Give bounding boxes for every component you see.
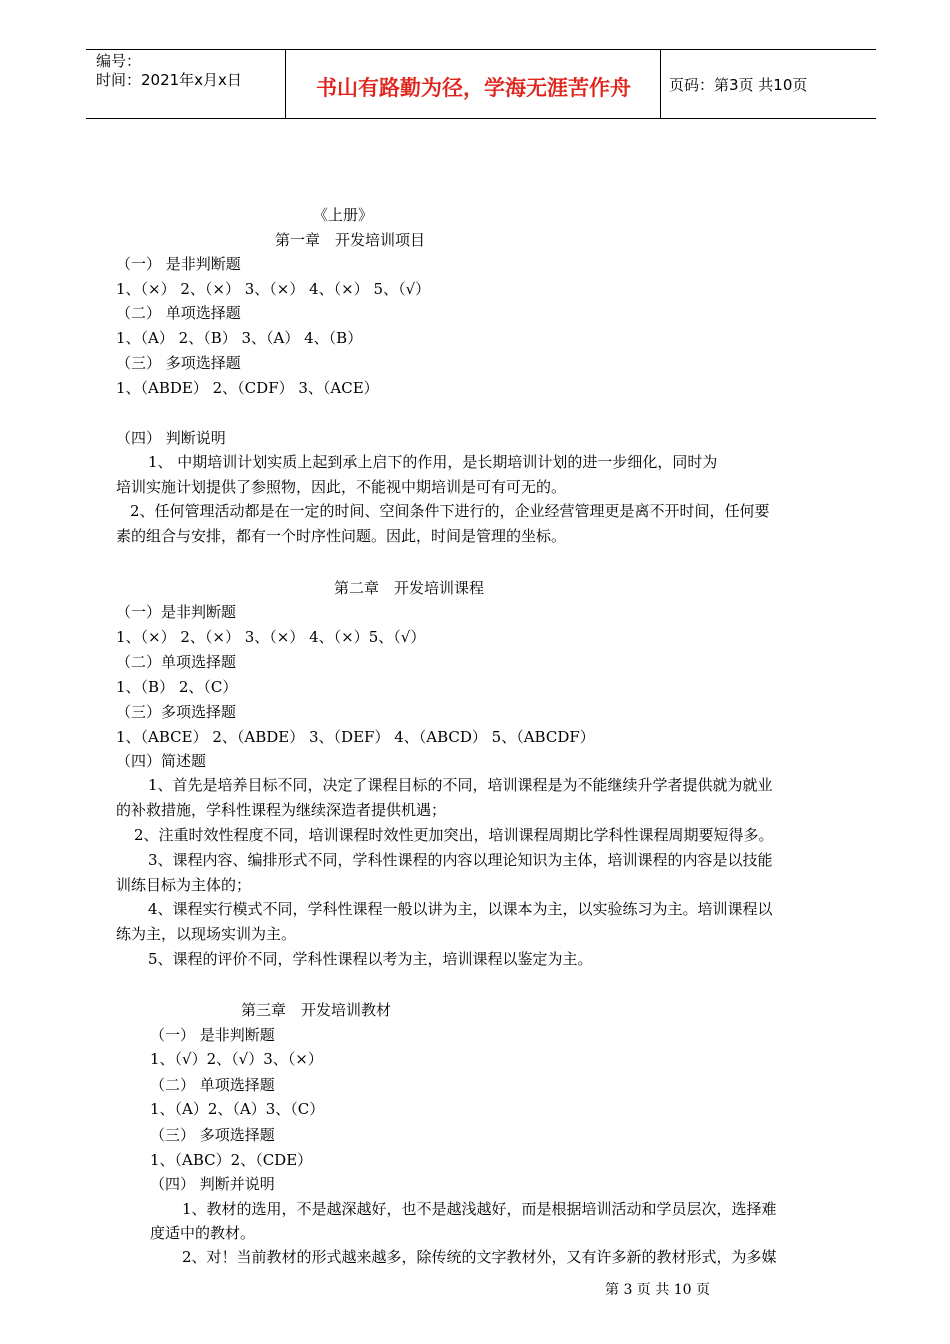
chapter-2-title: 第二章 开发培训课程 [334, 579, 485, 597]
paragraph-line: 4、课程实行模式不同，学科性课程一般以讲为主，以课本为主，以实验练习为主。培训课程以 [148, 900, 773, 918]
section-heading: （一） 是非判断题 [116, 255, 241, 273]
header-left [96, 52, 242, 90]
header-divider [285, 50, 286, 118]
section-heading: （四） 判断说明 [116, 429, 226, 447]
paragraph-line: 的补救措施，学科性课程为继续深造者提供机遇； [116, 801, 447, 819]
answer-line: 1、（×） 2、（×） 3、（×） 4、（×）5、（√） [116, 628, 426, 646]
paragraph-line: 1、 中期培训计划实质上起到承上启下的作用，是长期培训计划的进一步细化，同时为 [148, 453, 718, 471]
section-heading: （二） 单项选择题 [150, 1076, 275, 1094]
answer-line: 1、（ABC）2、（CDE） [150, 1151, 313, 1169]
chapter-3-title: 第三章 开发培训教材 [241, 1001, 392, 1019]
chapter-1-title: 第一章 开发培训项目 [275, 231, 426, 249]
answer-line: 1、（ABDE） 2、（CDF） 3、（ACE） [116, 379, 379, 397]
paragraph-line: 5、课程的评价不同，学科性课程以考为主，培训课程以鉴定为主。 [148, 950, 593, 968]
answer-line: 1、（A）2、（A）3、（C） [150, 1100, 325, 1118]
section-heading: （二） 单项选择题 [116, 304, 241, 322]
paragraph-line: 2、任何管理活动都是在一定的时间、空间条件下进行的，企业经营管理更是离不开时间，任何要 [130, 502, 770, 520]
section-heading: （四） 判断并说明 [150, 1175, 275, 1193]
paragraph-line: 培训实施计划提供了参照物，因此，不能视中期培训是可有可无的。 [116, 478, 567, 496]
section-heading: （三） 多项选择题 [150, 1126, 275, 1144]
section-heading: （一）是非判断题 [116, 603, 237, 621]
time-label: 时间：2021年x月x日 [96, 71, 242, 89]
page-number-label: 页码：第3页 共10页 [669, 76, 808, 94]
paragraph-line: 度适中的教材。 [150, 1224, 256, 1242]
section-heading: （三）多项选择题 [116, 703, 237, 721]
number-label: 编号： [96, 52, 142, 70]
answer-line: 1、（×） 2、（×） 3、（×） 4、（×） 5、（√） [116, 280, 431, 298]
paragraph-line: 2、注重时效性程度不同，培训课程时效性更加突出，培训课程周期比学科性课程周期要短得多。 [134, 826, 774, 844]
paragraph-line: 3、课程内容、编排形式不同，学科性课程的内容以理论知识为主体，培训课程的内容是以技能 [148, 851, 773, 869]
header-divider [660, 50, 661, 118]
answer-line: 1、（ABCE） 2、（ABDE） 3、（DEF） 4、（ABCD） 5、（ABCDF） [116, 728, 595, 746]
page-header [86, 49, 876, 119]
section-heading: （三） 多项选择题 [116, 354, 241, 372]
header-motto: 书山有路勤为径，学海无涯苦作舟 [316, 76, 631, 100]
paragraph-line: 1、首先是培养目标不同，决定了课程目标的不同，培训课程是为不能继续升学者提供就为就业 [148, 776, 773, 794]
volume-title: 《上册》 [313, 206, 374, 224]
section-heading: （二）单项选择题 [116, 653, 237, 671]
paragraph-line: 训练目标为主体的； [116, 876, 252, 894]
answer-line: 1、（B） 2、（C） [116, 678, 238, 696]
page-footer: 第 3 页 共 10 页 [605, 1282, 710, 1298]
section-heading: （一） 是非判断题 [150, 1026, 275, 1044]
section-heading: （四）简述题 [116, 752, 207, 770]
paragraph-line: 2、对！当前教材的形式越来越多，除传统的文字教材外，又有许多新的教材形式，为多媒 [182, 1248, 777, 1266]
paragraph-line: 练为主，以现场实训为主。 [116, 925, 297, 943]
answer-line: 1、（√）2、（√）3、（×） [150, 1050, 323, 1068]
answer-line: 1、（A） 2、（B） 3、（A） 4、（B） [116, 329, 363, 347]
paragraph-line: 1、教材的选用，不是越深越好，也不是越浅越好，而是根据培训活动和学员层次，选择难 [182, 1200, 777, 1218]
paragraph-line: 素的组合与安排，都有一个时序性问题。因此，时间是管理的坐标。 [116, 527, 567, 545]
